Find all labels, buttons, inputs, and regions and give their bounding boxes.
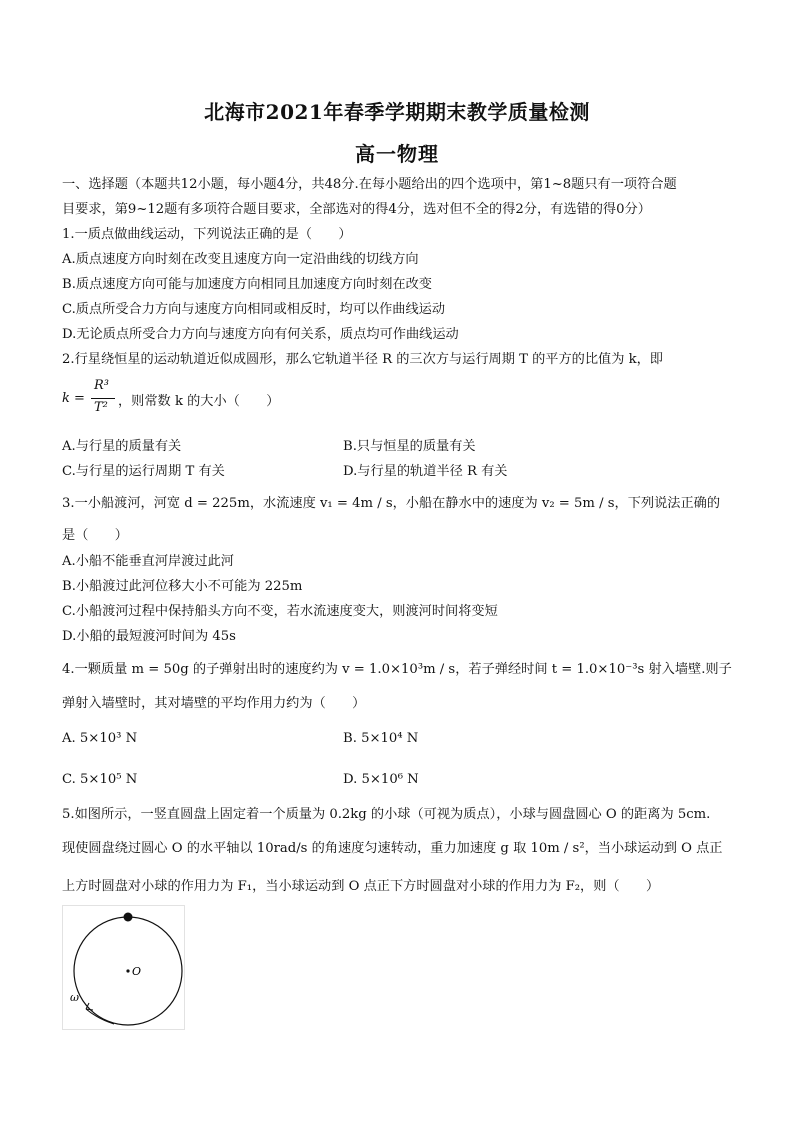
q4-option-a: A. 5×10³ N [62, 731, 138, 746]
q3-option-c: C.小船渡河过程中保持船头方向不变，若水流速度变大，则渡河时间将变短 [62, 604, 498, 619]
q1-option-c: C.质点所受合力方向与速度方向相同或相反时，均可以作曲线运动 [62, 302, 446, 317]
q2-option-b: B.只与恒星的质量有关 [343, 439, 476, 454]
exam-subject: 高一物理 [355, 142, 439, 166]
formula-numerator: R³ [94, 378, 109, 393]
q1-option-a: A.质点速度方向时刻在改变且速度方向一定沿曲线的切线方向 [62, 252, 419, 267]
exam-title: 北海市2021年春季学期期末教学质量检测 [204, 100, 590, 124]
fraction-bar [91, 398, 115, 399]
center-label: O [132, 965, 142, 978]
q4-option-d: D. 5×10⁶ N [343, 772, 419, 787]
q2-option-d: D.与行星的轨道半径 R 有关 [343, 464, 508, 479]
formula-k: k = [62, 391, 85, 406]
q2-formula-tail: ，则常数 k 的大小（ ） [118, 394, 280, 409]
q1-option-d: D.无论质点所受合力方向与速度方向有何关系，质点均可作曲线运动 [62, 327, 459, 342]
omega-label: ω [70, 991, 79, 1004]
rotating-disk-figure [62, 905, 186, 1031]
q3-option-b: B.小船渡过此河位移大小不可能为 225m [62, 579, 303, 594]
q2-option-a: A.与行星的质量有关 [62, 439, 182, 454]
q1-option-b: B.质点速度方向可能与加速度方向相同且加速度方向时刻在改变 [62, 277, 432, 292]
small-ball [124, 913, 133, 922]
q4-option-b: B. 5×10⁴ N [343, 731, 419, 746]
q5-stem-line1: 5.如图所示，一竖直圆盘上固定着一个质量为 0.2kg 的小球（可视为质点），小球与圆盘圆心 O 的距离为 5cm. [62, 807, 711, 822]
section-intro-line2: 目要求，第9~12题有多项符合题目要求，全部选对的得4分，选对但不全的得2分，有选错的得0分） [62, 202, 651, 217]
q2-stem: 2.行星绕恒星的运动轨道近似成圆形，那么它轨道半径 R 的三次方与运行周期 T 的平方的比值为 k，即 [62, 352, 663, 367]
q3-option-a: A.小船不能垂直河岸渡过此河 [62, 554, 234, 569]
q4-stem-line1: 4.一颗质量 m = 50g 的子弹射出时的速度约为 v = 1.0×10³m / s，若子弹经时间 t = 1.0×10⁻³s 射入墙壁.则子 [62, 662, 732, 677]
q3-option-d: D.小船的最短渡河时间为 45s [62, 629, 236, 644]
q5-stem-line3: 上方时圆盘对小球的作用力为 F₁，当小球运动到 O 点正下方时圆盘对小球的作用力为 F₂，则（ ） [62, 879, 660, 894]
section-intro-line1: 一、选择题（本题共12小题，每小题4分，共48分.在每小题给出的四个选项中，第1~8题只有一项符合题 [62, 177, 677, 192]
q4-stem-line2: 弹射入墙壁时，其对墙壁的平均作用力约为（ ） [62, 696, 366, 711]
q5-stem-line2: 现使圆盘绕过圆心 O 的水平轴以 10rad/s 的角速度匀速转动，重力加速度 g 取 10m / s²，当小球运动到 O 点正 [62, 841, 723, 856]
center-point [126, 969, 129, 972]
formula-denominator: T² [94, 400, 108, 415]
q3-stem-line1: 3.一小船渡河，河宽 d = 225m，水流速度 v₁ = 4m / s，小船在静水中的速度为 v₂ = 5m / s，下列说法正确的 [62, 496, 721, 511]
q2-option-c: C.与行星的运行周期 T 有关 [62, 464, 225, 479]
q4-option-c: C. 5×10⁵ N [62, 772, 138, 787]
figure-frame [63, 906, 185, 1030]
q3-stem-line2: 是（ ） [62, 528, 128, 543]
q1-stem: 1.一质点做曲线运动，下列说法正确的是（ ） [62, 227, 352, 242]
